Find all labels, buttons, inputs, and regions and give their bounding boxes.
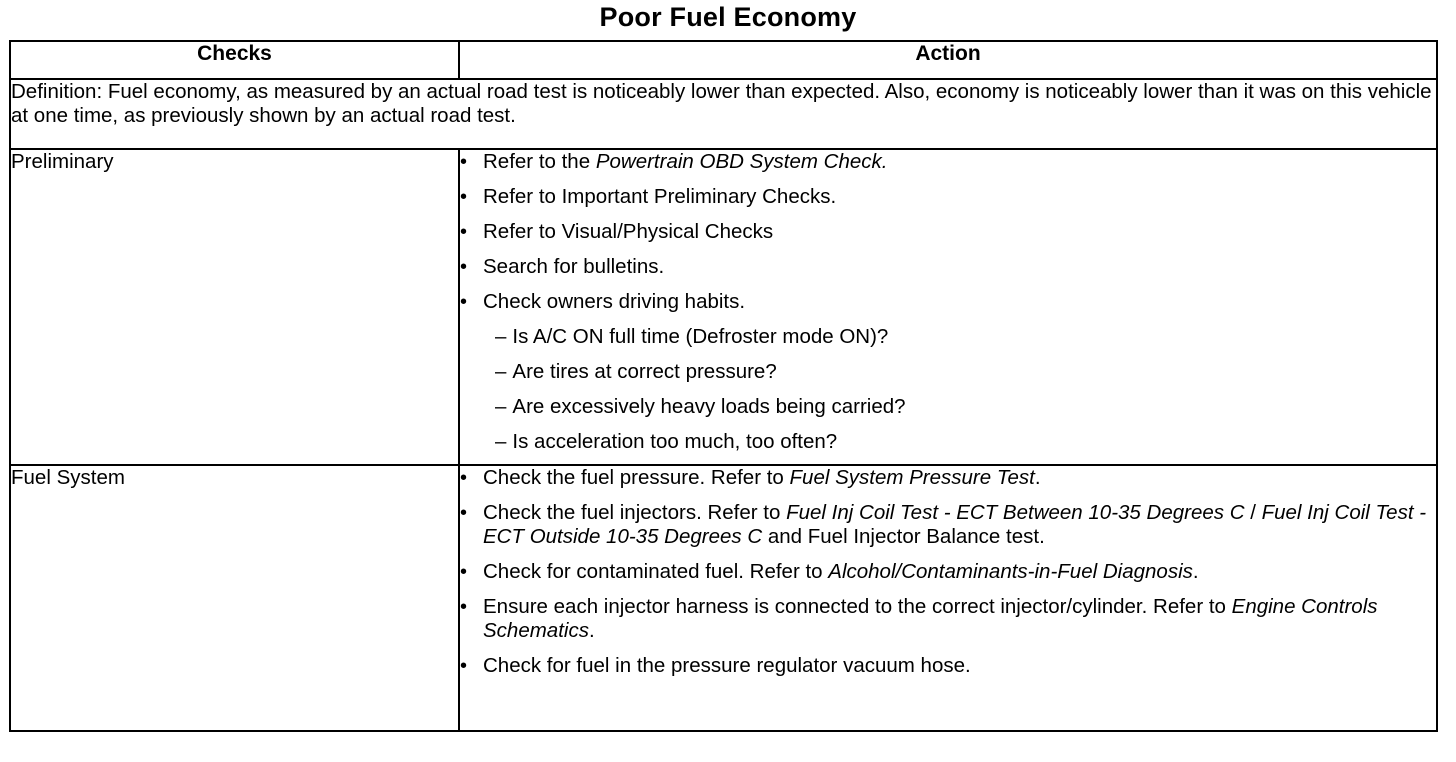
bullet-icon: •	[460, 186, 468, 208]
sub-list	[483, 325, 1436, 454]
action-cell	[459, 465, 1437, 731]
action-item	[460, 654, 1436, 678]
sub-item-text: Are tires at correct pressure?	[512, 360, 777, 383]
action-list	[460, 150, 1436, 454]
action-item	[460, 220, 1436, 244]
bullet-icon: •	[460, 291, 468, 313]
action-text: Refer to Visual/Physical Checks	[483, 220, 774, 243]
bullet-icon: •	[460, 655, 468, 677]
action-text: Check for fuel in the pressure regulator vacuum hose.	[483, 654, 971, 677]
reference-link-text: Fuel System Pressure Test	[789, 466, 1035, 489]
sub-item	[483, 395, 1436, 419]
definition-row	[10, 79, 1437, 149]
reference-link-text: Fuel Inj Coil Test - ECT Between 10-35 Degrees C	[786, 501, 1245, 524]
diagnostic-table	[9, 40, 1438, 732]
action-column-header: Action	[459, 41, 1437, 79]
check-name: Fuel System	[10, 465, 459, 731]
action-list	[460, 466, 1436, 678]
header-row	[10, 41, 1437, 79]
dash-icon: –	[495, 430, 507, 453]
page-title: Poor Fuel Economy	[599, 2, 857, 32]
sub-item-text: Is A/C ON full time (Defroster mode ON)?	[512, 325, 889, 348]
reference-link-text: Engine Controls Schematics	[483, 595, 1378, 642]
dash-icon: –	[495, 325, 507, 348]
sub-item-text: Are excessively heavy loads being carried?	[512, 395, 906, 418]
dash-icon: –	[495, 360, 507, 383]
sub-item	[483, 325, 1436, 349]
action-item	[460, 560, 1436, 584]
action-text: Check for contaminated fuel. Refer to Alcohol/Contaminants-in-Fuel Diagnosis.	[483, 560, 1199, 583]
reference-link-text: Alcohol/Contaminants-in-Fuel Diagnosis	[828, 560, 1193, 583]
action-item	[460, 255, 1436, 279]
check-row	[10, 465, 1437, 731]
action-item	[460, 466, 1436, 490]
action-cell	[459, 149, 1437, 465]
bullet-icon: •	[460, 502, 468, 524]
action-item	[460, 595, 1436, 643]
check-row	[10, 149, 1437, 465]
reference-link-text: Powertrain OBD System Check.	[595, 150, 888, 173]
action-text: Ensure each injector harness is connected to the correct injector/cylinder. Refer to Engine Controls Schematics.	[483, 595, 1378, 642]
action-text: Refer to the Powertrain OBD System Check.	[483, 150, 888, 173]
sub-item-text: Is acceleration too much, too often?	[512, 430, 838, 453]
reference-link-text: Fuel Inj Coil Test - ECT Outside 10-35 Degrees C	[483, 501, 1427, 548]
bullet-icon: •	[460, 467, 468, 489]
action-item	[460, 185, 1436, 209]
sub-item	[483, 430, 1436, 454]
bullet-icon: •	[460, 561, 468, 583]
definition-text: Definition: Fuel economy, as measured by an actual road test is noticeably lower than expected. Also, economy is noticeably lower than it was on this vehicle at one time, as previously shown by an actual road test.	[10, 79, 1437, 149]
dash-icon: –	[495, 395, 507, 418]
check-name: Preliminary	[10, 149, 459, 465]
bullet-icon: •	[460, 221, 468, 243]
action-text: Check the fuel pressure. Refer to Fuel System Pressure Test.	[483, 466, 1041, 489]
action-text: Refer to Important Preliminary Checks.	[483, 185, 837, 208]
bullet-icon: •	[460, 151, 468, 173]
action-item	[460, 150, 1436, 174]
action-item	[460, 501, 1436, 549]
bullet-icon: •	[460, 596, 468, 618]
action-item	[460, 290, 1436, 454]
action-text: Search for bulletins.	[483, 255, 665, 278]
bullet-icon: •	[460, 256, 468, 278]
sub-item	[483, 360, 1436, 384]
action-text: Check owners driving habits.	[483, 290, 746, 313]
action-text: Check the fuel injectors. Refer to Fuel Inj Coil Test - ECT Between 10-35 Degrees C / Fuel Inj Coil Test - ECT Outside 10-35 Degrees C and Fuel Injector Balance test.	[483, 501, 1427, 548]
checks-column-header: Checks	[10, 41, 459, 79]
